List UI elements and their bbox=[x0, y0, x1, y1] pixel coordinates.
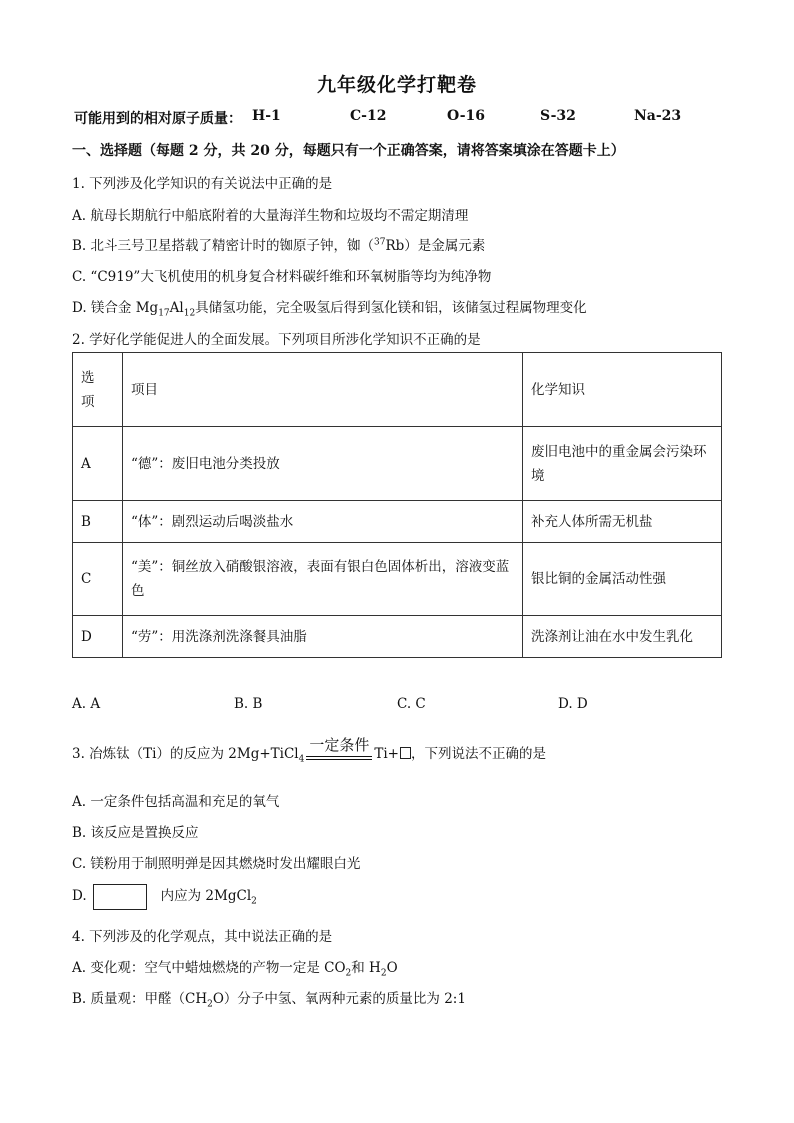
question-3-option-c: C. 镁粉用于制照明弹是因其燃烧时发出耀眼白光 bbox=[72, 856, 361, 872]
question-4-option-b: B. 质量观：甲醛$(CH_2O)$分子中氢、氧两种元素的质量比为 2:1 bbox=[72, 991, 466, 1010]
blank-square-icon bbox=[400, 747, 411, 759]
question-2-option-d: D. D bbox=[558, 696, 588, 712]
question-2-option-b: B. B bbox=[234, 696, 263, 712]
table-row bbox=[73, 543, 722, 616]
section-heading: 一、选择题（每题 2 分，共 20 分，每题只有一个正确答案，请将答案填涂在答题卡上） bbox=[72, 143, 625, 159]
row-option: C bbox=[73, 543, 123, 616]
row-item: “体”：剧烈运动后喝淡盐水 bbox=[123, 501, 523, 543]
header-option: 选 项 bbox=[73, 353, 123, 427]
question-4-stem: 4. 下列涉及的化学观点，其中说法正确的是 bbox=[72, 929, 333, 945]
question-3-option-d: D. 内应为 2MgCl$_2$ bbox=[72, 883, 257, 915]
table-row bbox=[73, 616, 722, 658]
row-option: D bbox=[73, 616, 123, 658]
question-1-option-b: B. 北斗三号卫星搭载了精密计时的铷原子钟，铷（$^{37}$Rb）是金属元素 bbox=[72, 237, 486, 254]
question-2-table bbox=[72, 352, 722, 658]
header-knowledge: 化学知识 bbox=[523, 353, 722, 427]
question-3-option-b: B. 该反应是置换反应 bbox=[72, 825, 199, 841]
question-2-stem: 2. 学好化学能促进人的全面发展。下列项目所涉化学知识不正确的是 bbox=[72, 332, 481, 348]
question-1-stem: 1. 下列涉及化学知识的有关说法中正确的是 bbox=[72, 176, 333, 192]
table-row bbox=[73, 501, 722, 543]
atomic-mass-h: H-1 bbox=[252, 108, 281, 124]
row-item: “德”：废旧电池分类投放 bbox=[123, 427, 523, 501]
table-header-row bbox=[73, 353, 722, 427]
table-row bbox=[73, 427, 722, 501]
row-item: “劳”：用洗涤剂洗涤餐具油脂 bbox=[123, 616, 523, 658]
row-knowledge: 银比铜的金属活动性强 bbox=[523, 543, 722, 616]
row-knowledge: 废旧电池中的重金属会污染环境 bbox=[523, 427, 722, 501]
question-1-option-d: D. 镁合金 $Mg_{17}Al_{12}$具储氢功能，完全吸氢后得到氢化镁和铝，该储氢过程属物理变化 bbox=[72, 300, 587, 319]
question-4-option-a: A. 变化观：空气中蜡烛燃烧的产物一定是 $CO_2$和 $H_2O$ bbox=[72, 960, 398, 979]
question-2-options bbox=[72, 696, 722, 716]
question-1-option-a: A. 航母长期航行中船底附着的大量海洋生物和垃圾均不需定期清理 bbox=[72, 208, 469, 224]
atomic-mass-c: C-12 bbox=[350, 108, 387, 124]
question-2-option-a: A. A bbox=[72, 696, 101, 712]
row-item: “美”：铜丝放入硝酸银溶液，表面有银白色固体析出，溶液变蓝色 bbox=[123, 543, 523, 616]
header-item: 项目 bbox=[123, 353, 523, 427]
row-option: B bbox=[73, 501, 123, 543]
row-option: A bbox=[73, 427, 123, 501]
page-title: 九年级化学打靶卷 bbox=[316, 74, 477, 96]
answer-blank-box bbox=[93, 884, 147, 910]
reaction-condition: 一定条件 bbox=[306, 756, 372, 760]
question-2-option-c: C. C bbox=[397, 696, 426, 712]
atomic-mass-o: O-16 bbox=[447, 108, 486, 124]
question-1-option-c: C. “C919”大飞机使用的机身复合材料碳纤维和环氧树脂等均为纯净物 bbox=[72, 269, 492, 285]
question-3-option-a: A. 一定条件包括高温和充足的氧气 bbox=[72, 794, 280, 810]
row-knowledge: 洗涤剂让油在水中发生乳化 bbox=[523, 616, 722, 658]
row-knowledge: 补充人体所需无机盐 bbox=[523, 501, 722, 543]
atomic-mass-label: 可能用到的相对原子质量： bbox=[74, 111, 242, 127]
question-3-stem: 3. 冶炼钛（Ti）的反应为 2Mg+TiCl$_4$ 一定条件 Ti+ ，下列说法不正确的是 bbox=[72, 736, 546, 765]
atomic-mass-s: S-32 bbox=[540, 108, 576, 124]
atomic-mass-na: Na-23 bbox=[634, 108, 682, 124]
